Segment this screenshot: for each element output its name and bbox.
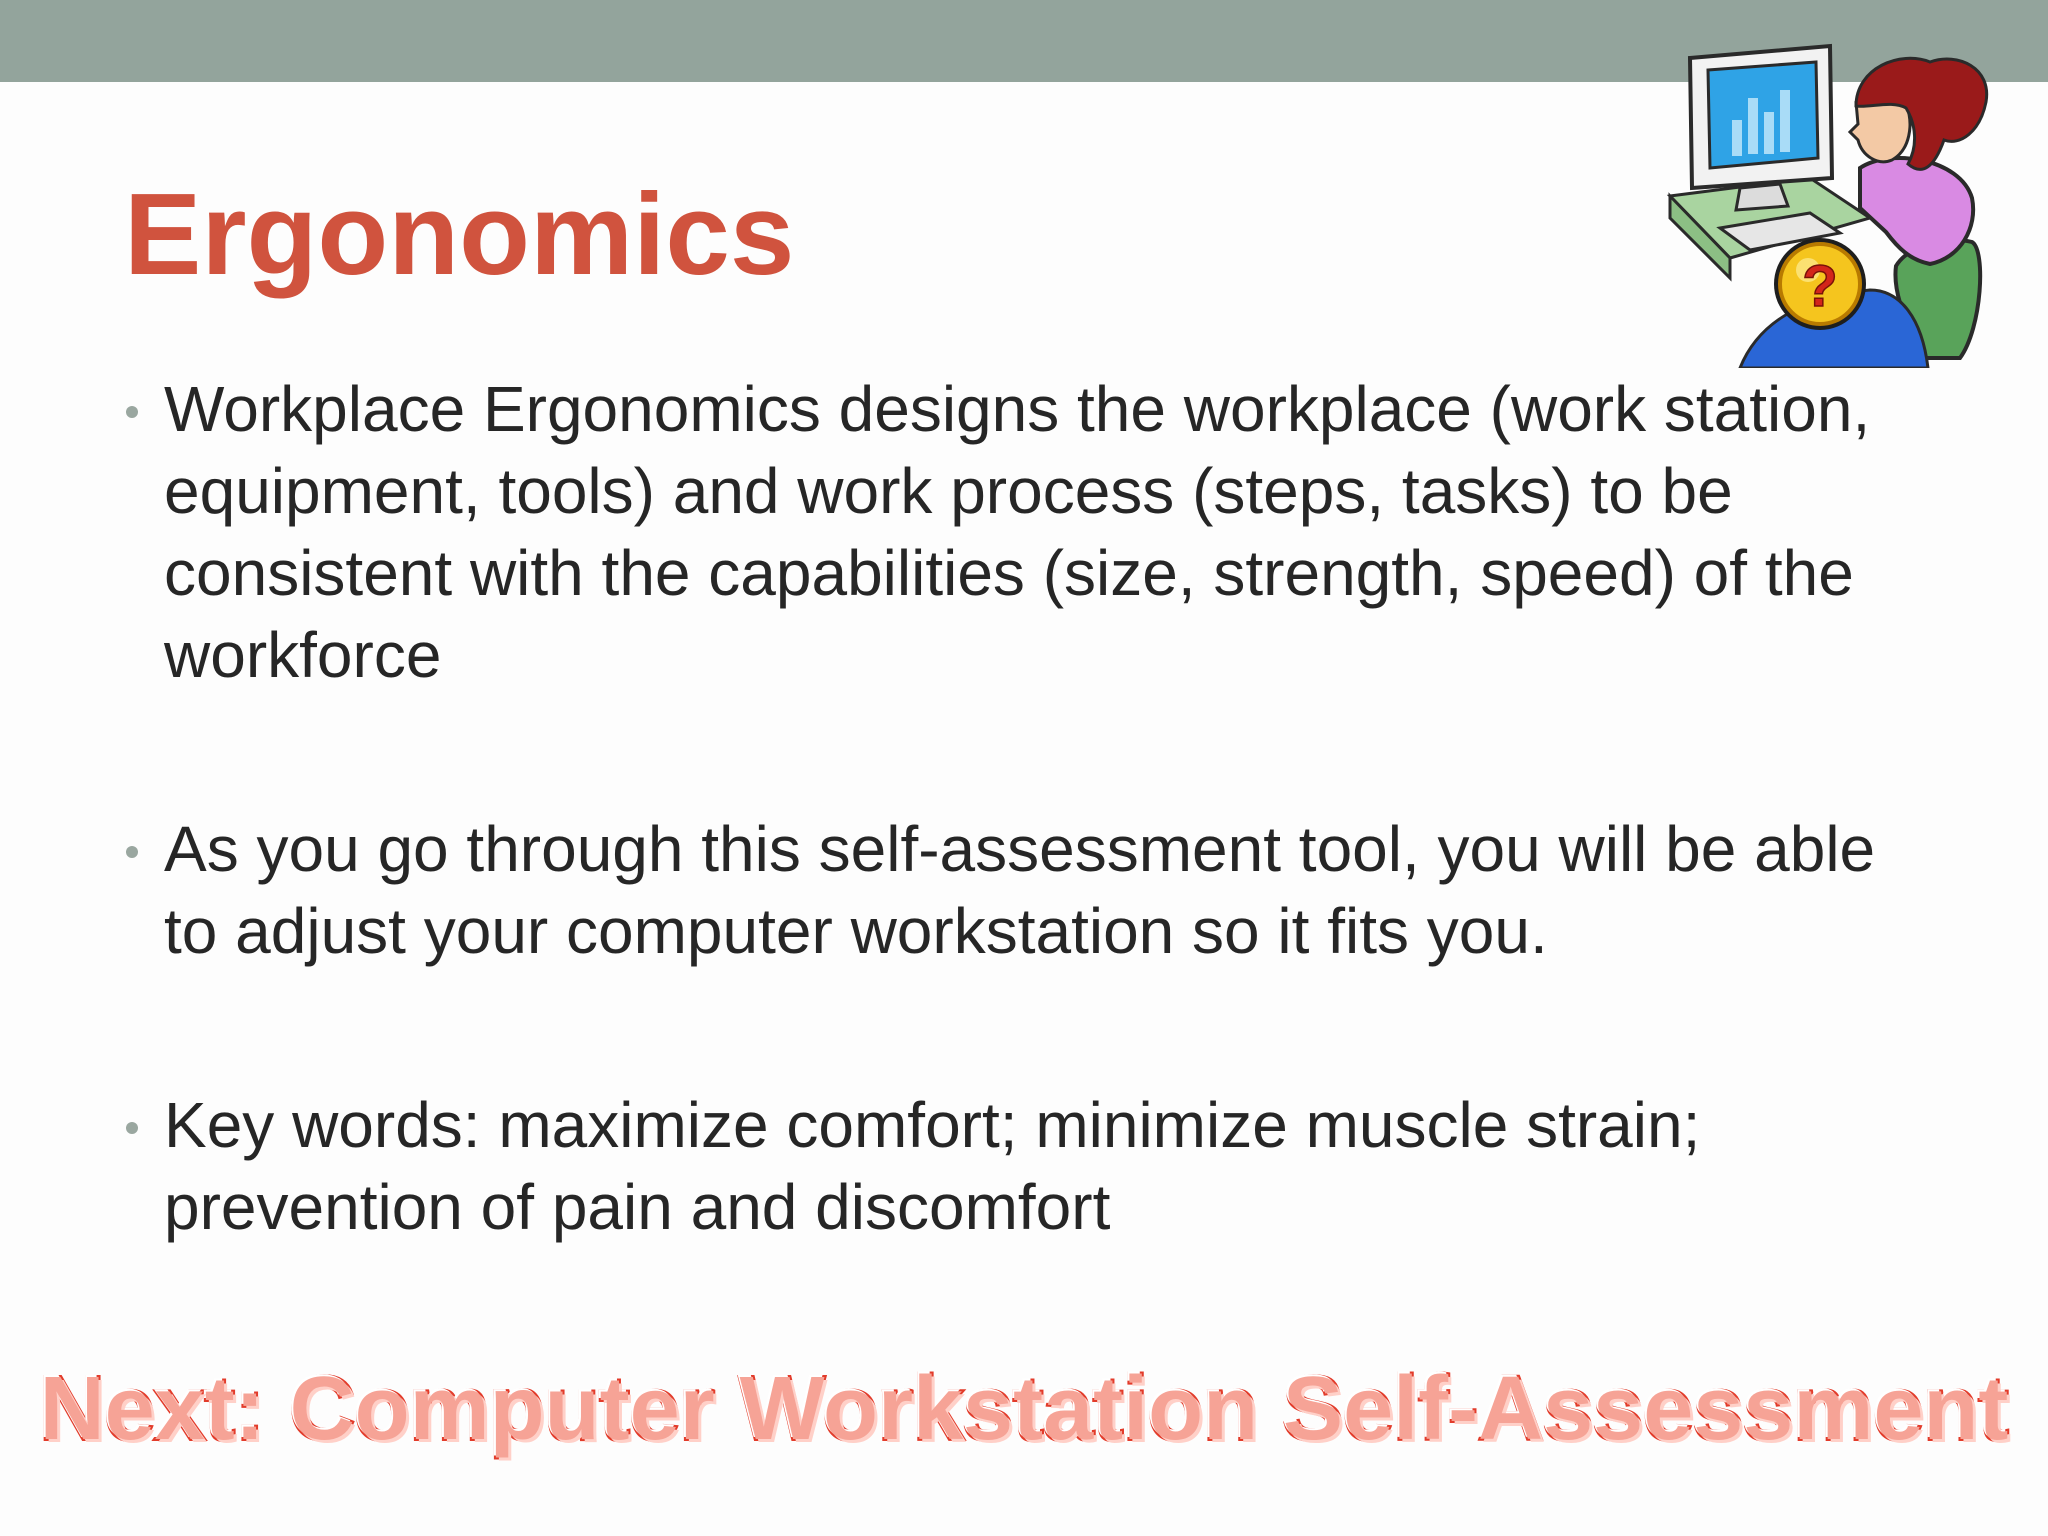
slide-title: Ergonomics — [124, 169, 795, 299]
bullet-text: Workplace Ergonomics designs the workplace (work station, equipment, tools) and work process (steps, tasks) to be consistent with the capabilities (size, strength, speed) of the workforce — [164, 373, 1871, 691]
question-mark-glyph: ? — [1802, 254, 1838, 319]
bullet-item — [118, 1084, 1918, 1248]
bullet-item — [118, 808, 1918, 972]
bullet-dot-icon — [126, 846, 138, 858]
bullet-item — [118, 368, 1918, 696]
bullet-text: As you go through this self-assessment tool, you will be able to adjust your computer workstation so it fits you. — [164, 813, 1876, 967]
bullet-list — [118, 368, 1918, 1248]
bullet-dot-icon — [126, 406, 138, 418]
next-banner: Next: Computer Workstation Self-Assessment — [39, 1359, 2009, 1459]
person-at-computer-clipart-icon — [1660, 28, 2000, 368]
bullet-dot-icon — [126, 1122, 138, 1134]
bullet-text: Key words: maximize comfort; minimize muscle strain; prevention of pain and discomfort — [164, 1089, 1701, 1243]
